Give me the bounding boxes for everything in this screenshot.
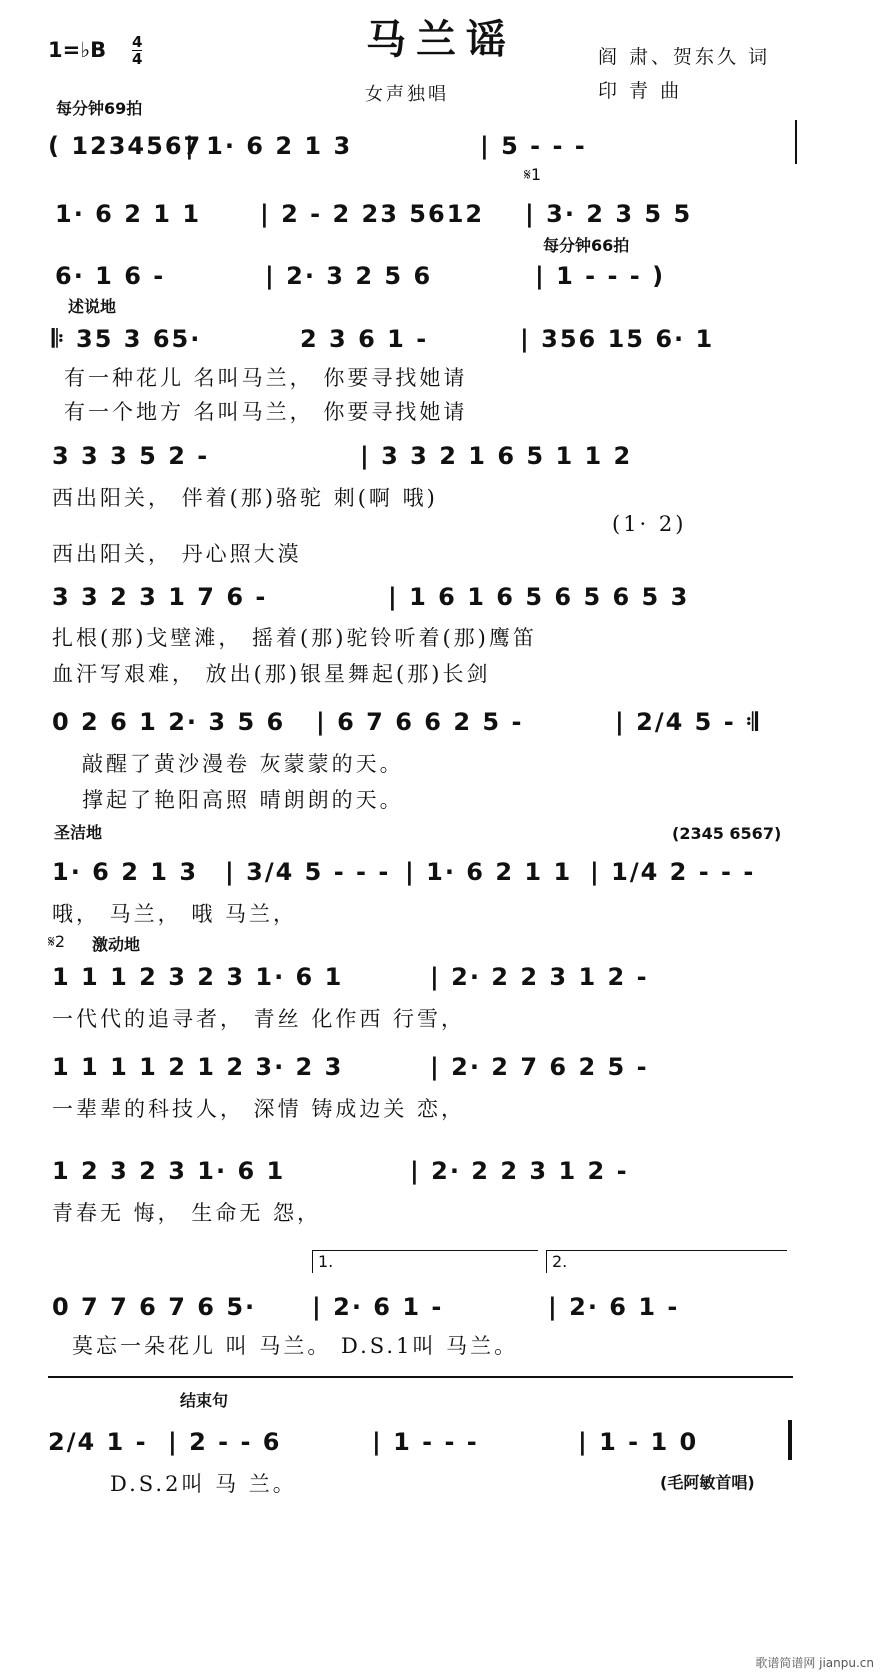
notes-row-9b: | 2· 2 2 3 1 2 -	[430, 963, 649, 991]
notes-row-2b: | 2 - 2 23 5612	[260, 200, 485, 228]
lyrics-row-9: 一代代的追寻者， 青丝 化作西 行雪，	[52, 1007, 466, 1031]
notes-row-1c: | 5 - - -	[480, 132, 587, 160]
expression-marking: 述说地	[68, 297, 117, 316]
coda-line	[48, 1376, 793, 1378]
watermark-footer: 歌谱简谱网 jianpu.cn	[755, 1656, 874, 1670]
tempo-change: 每分钟66拍	[543, 236, 630, 255]
volta-2-label: 2.	[552, 1252, 568, 1271]
final-barline	[788, 1420, 792, 1460]
notes-row-2a: 1· 6 2 1 1	[55, 200, 202, 228]
expression-saintly: 圣洁地	[54, 823, 103, 842]
notes-row-2c: | 3· 2 3 5 5	[525, 200, 693, 228]
segno-2: 𝄋2	[48, 932, 66, 951]
lyrics-verse2-row-4: 有一个地方 名叫马兰， 你要寻找她请	[64, 400, 468, 424]
segno-1: 𝄋1	[524, 165, 542, 184]
performance-note: 女声独唱	[365, 84, 449, 105]
notes-row-9a: 1 1 1 2 3 2 3 1· 6 1	[52, 963, 344, 991]
lyrics-verse2-row-7: 撑起了艳阳高照 晴朗朗的天。	[82, 788, 404, 812]
time-signature-bottom: 4	[132, 50, 143, 68]
notes-row-8b: | 3/4 5 - - -	[225, 858, 391, 886]
notes-row-10a: 1 1 1 1 2 1 2 3· 2 3	[52, 1053, 344, 1081]
notes-row-1b: | 1· 6 2 1 3	[185, 132, 353, 160]
ending-phrase-label: 结束句	[180, 1391, 229, 1410]
volta-1-label: 1.	[318, 1252, 334, 1271]
lyrics-row-12: 莫忘一朵花儿 叫 马兰。 D.S.1叫 马兰。	[72, 1334, 519, 1358]
lyrics-row-8: 哦， 马兰， 哦 马兰，	[52, 902, 298, 926]
barline	[795, 120, 797, 164]
notes-row-13a: 2/4 1 -	[48, 1428, 148, 1456]
notes-row-13d: | 1 - 1 0	[578, 1428, 699, 1456]
notes-row-8c: | 1· 6 2 1 1	[405, 858, 573, 886]
lyrics-verse1-row-5: 西出阳关， 伴着(那)骆驼 刺(啊 哦)	[52, 486, 438, 510]
premiere-credit: (毛阿敏首唱)	[660, 1473, 755, 1492]
notes-row-10b: | 2· 2 7 6 2 5 -	[430, 1053, 649, 1081]
time-signature-top: 4	[132, 33, 143, 51]
notes-row-3b: | 2· 3 2 5 6	[265, 262, 433, 290]
notes-row-12a: 0 7 7 6 7 6 5·	[52, 1293, 257, 1321]
notes-row-4a: 𝄆 35 3 65·	[52, 325, 202, 353]
lyrics-row-13: D.S.2叫 马 兰。	[110, 1472, 297, 1496]
lyricist-credit: 阎 肃、贺东久 词	[598, 46, 771, 68]
notes-row-11b: | 2· 2 2 3 1 2 -	[410, 1157, 629, 1185]
notes-row-5a: 3 3 3 5 2 -	[52, 442, 210, 470]
notes-row-12b: | 2· 6 1 -	[312, 1293, 444, 1321]
notes-row-1a: ( 1234567	[48, 132, 203, 160]
volta-1-bracket	[312, 1250, 538, 1273]
notes-row-8a: 1· 6 2 1 3	[52, 858, 199, 886]
time-signature	[132, 34, 142, 67]
notes-row-11a: 1 2 3 2 3 1· 6 1	[52, 1157, 286, 1185]
lyrics-verse2-row-5: 西出阳关， 丹心照大漠	[52, 542, 302, 566]
composer-credit: 印 青 曲	[598, 80, 683, 102]
lyrics-row-11: 青春无 悔， 生命无 怨，	[52, 1201, 322, 1225]
notes-row-7b: | 6 7 6 6 2 5 -	[316, 708, 524, 736]
song-title: 马兰谣	[366, 17, 516, 63]
notes-row-8d: | 1/4 2 - - -	[590, 858, 756, 886]
key-signature: 1=♭B	[48, 38, 107, 62]
notes-row-7a: 0 2 6 1 2· 3 5 6	[52, 708, 286, 736]
notes-row-12c: | 2· 6 1 -	[548, 1293, 680, 1321]
lyrics-verse1-row-4: 有一种花儿 名叫马兰， 你要寻找她请	[64, 366, 468, 390]
lyrics-verse1-row-7: 敲醒了黄沙漫卷 灰蒙蒙的天。	[82, 752, 404, 776]
expression-excited: 激动地	[92, 935, 141, 954]
notes-row-6b: | 1 6 1 6 5 6 5 6 5 3	[388, 583, 690, 611]
notes-row-3c: | 1 - - - )	[535, 262, 666, 290]
volta-2-bracket	[546, 1250, 787, 1273]
notes-row-13b: | 2 - - 6	[168, 1428, 282, 1456]
notes-row-7c: | 2/4 5 - 𝄇	[615, 708, 760, 736]
notes-row-3a: 6· 1 6 -	[55, 262, 166, 290]
notes-row-5b: | 3 3 2 1 6 5 1 1 2	[360, 442, 633, 470]
bracket-notes: (2345 6567)	[672, 824, 782, 843]
lyrics-verse1-row-6: 扎根(那)戈壁滩， 摇着(那)驼铃听着(那)鹰笛	[52, 626, 537, 650]
tempo-marking: 每分钟69拍	[56, 99, 143, 118]
lyrics-verse2-row-6: 血汗写艰难， 放出(那)银星舞起(那)长剑	[52, 662, 491, 686]
notes-row-13c: | 1 - - -	[372, 1428, 479, 1456]
notes-row-6a: 3 3 2 3 1 7 6 -	[52, 583, 268, 611]
notes-row-4b: 2 3 6 1 -	[300, 325, 429, 353]
lyrics-row-10: 一辈辈的科技人， 深情 铸成边关 恋，	[52, 1097, 466, 1121]
alt-ending-notes: (1· 2)	[612, 512, 687, 536]
notes-row-4c: | 356 15 6· 1	[520, 325, 715, 353]
